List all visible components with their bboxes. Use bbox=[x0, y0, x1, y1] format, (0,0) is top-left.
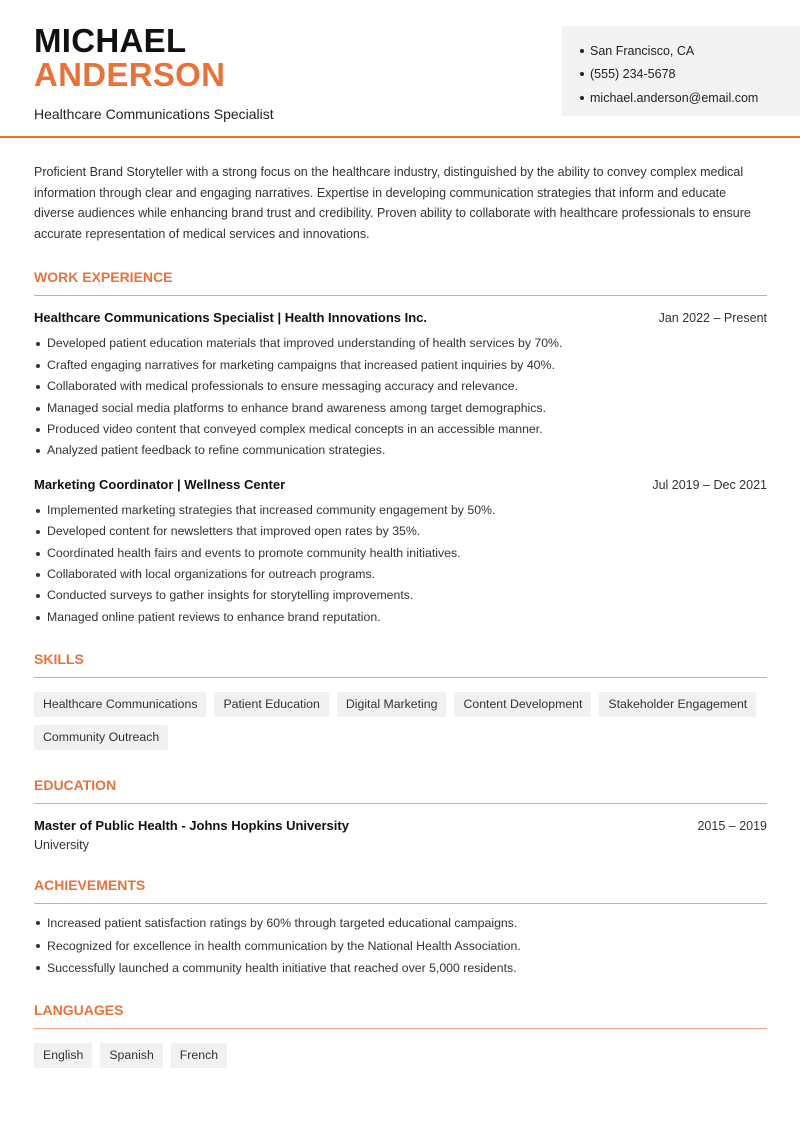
language-tag: Spanish bbox=[100, 1043, 162, 1068]
skill-tag: Content Development bbox=[454, 692, 591, 717]
education-type: University bbox=[34, 838, 89, 853]
skills-section bbox=[34, 651, 767, 750]
list-item: Conducted surveys to gather insights for storytelling improvements. bbox=[34, 585, 767, 606]
list-item: Coordinated health fairs and events to promote community health initiatives. bbox=[34, 543, 767, 564]
last-name: ANDERSON bbox=[34, 56, 226, 93]
job-bullets bbox=[34, 500, 767, 628]
education-section bbox=[34, 777, 767, 852]
phone-text: (555) 234-5678 bbox=[590, 67, 676, 82]
list-item: Crafted engaging narratives for marketing campaigns that increased patient inquiries by 40%. bbox=[34, 355, 767, 376]
job-role: Healthcare Communications Specialist | Health Innovations Inc. bbox=[34, 310, 428, 326]
bullet-icon bbox=[580, 96, 584, 100]
location-text: San Francisco, CA bbox=[590, 43, 695, 58]
list-item: Increased patient satisfaction ratings by 60% through targeted educational campaigns. bbox=[34, 912, 767, 935]
skills-tags bbox=[34, 692, 767, 750]
languages-section bbox=[34, 1002, 767, 1068]
achievements-heading: ACHIEVEMENTS bbox=[34, 877, 767, 904]
job-bullets bbox=[34, 333, 767, 461]
education-header bbox=[34, 818, 767, 833]
bullet-icon bbox=[580, 49, 584, 53]
experience-section bbox=[34, 269, 767, 628]
job-dates: Jul 2019 – Dec 2021 bbox=[652, 477, 767, 492]
skill-tag: Stakeholder Engagement bbox=[599, 692, 756, 717]
list-item: Collaborated with medical professionals to ensure messaging accuracy and relevance. bbox=[34, 376, 767, 397]
languages-heading: LANGUAGES bbox=[34, 1002, 767, 1029]
list-item: Analyzed patient feedback to refine communication strategies. bbox=[34, 440, 767, 461]
language-tag: English bbox=[34, 1043, 92, 1068]
list-item: Managed social media platforms to enhance brand awareness among target demographics. bbox=[34, 398, 767, 419]
contact-phone bbox=[580, 63, 800, 87]
contact-email bbox=[580, 86, 800, 110]
achievements-list bbox=[34, 912, 767, 980]
name-block bbox=[34, 24, 274, 122]
list-item: Developed patient education materials that improved understanding of health services by 70%. bbox=[34, 333, 767, 354]
contact-location bbox=[580, 39, 800, 63]
list-item: Produced video content that conveyed complex medical concepts in an accessible manner. bbox=[34, 419, 767, 440]
skill-tag: Healthcare Communications bbox=[34, 692, 206, 717]
bullet-icon bbox=[580, 72, 584, 76]
contact-box bbox=[562, 26, 800, 116]
languages-tags bbox=[34, 1043, 767, 1068]
job-title: Healthcare Communications Specialist bbox=[34, 106, 274, 122]
job-header bbox=[34, 310, 767, 325]
list-item: Managed online patient reviews to enhance brand reputation. bbox=[34, 607, 767, 628]
skills-heading: SKILLS bbox=[34, 651, 767, 678]
job-header bbox=[34, 477, 767, 492]
email-text: michael.anderson@email.com bbox=[590, 90, 759, 105]
education-dates: 2015 – 2019 bbox=[697, 819, 767, 834]
list-item: Collaborated with local organizations for outreach programs. bbox=[34, 564, 767, 585]
resume-header bbox=[0, 0, 800, 138]
skill-tag: Patient Education bbox=[214, 692, 328, 717]
language-tag: French bbox=[171, 1043, 227, 1068]
list-item: Successfully launched a community health initiative that reached over 5,000 residents. bbox=[34, 957, 767, 980]
experience-heading: WORK EXPERIENCE bbox=[34, 269, 767, 296]
list-item: Implemented marketing strategies that increased community engagement by 50%. bbox=[34, 500, 767, 521]
list-item: Recognized for excellence in health communication by the National Health Association. bbox=[34, 935, 767, 958]
first-name: MICHAEL bbox=[34, 22, 187, 59]
list-item: Developed content for newsletters that improved open rates by 35%. bbox=[34, 521, 767, 542]
resume-content bbox=[34, 162, 767, 1068]
achievements-section bbox=[34, 877, 767, 980]
skill-tag: Digital Marketing bbox=[337, 692, 447, 717]
degree: Master of Public Health - Johns Hopkins University bbox=[34, 818, 349, 834]
education-heading: EDUCATION bbox=[34, 777, 767, 804]
summary: Proficient Brand Storyteller with a strong focus on the healthcare industry, distinguished by the ability to convey complex medical information through clear and engaging narratives. Expertise in developing communication strategies that inform and educate diverse audiences while enhancing brand trust and credibility. Proven ability to collaborate with healthcare professionals to ensure accurate representation of medical services and innovations. bbox=[34, 165, 751, 241]
job-entry bbox=[34, 310, 767, 461]
job-dates: Jan 2022 – Present bbox=[658, 311, 767, 326]
job-role: Marketing Coordinator | Wellness Center bbox=[34, 476, 286, 492]
skill-tag: Community Outreach bbox=[34, 725, 168, 750]
job-entry bbox=[34, 477, 767, 628]
